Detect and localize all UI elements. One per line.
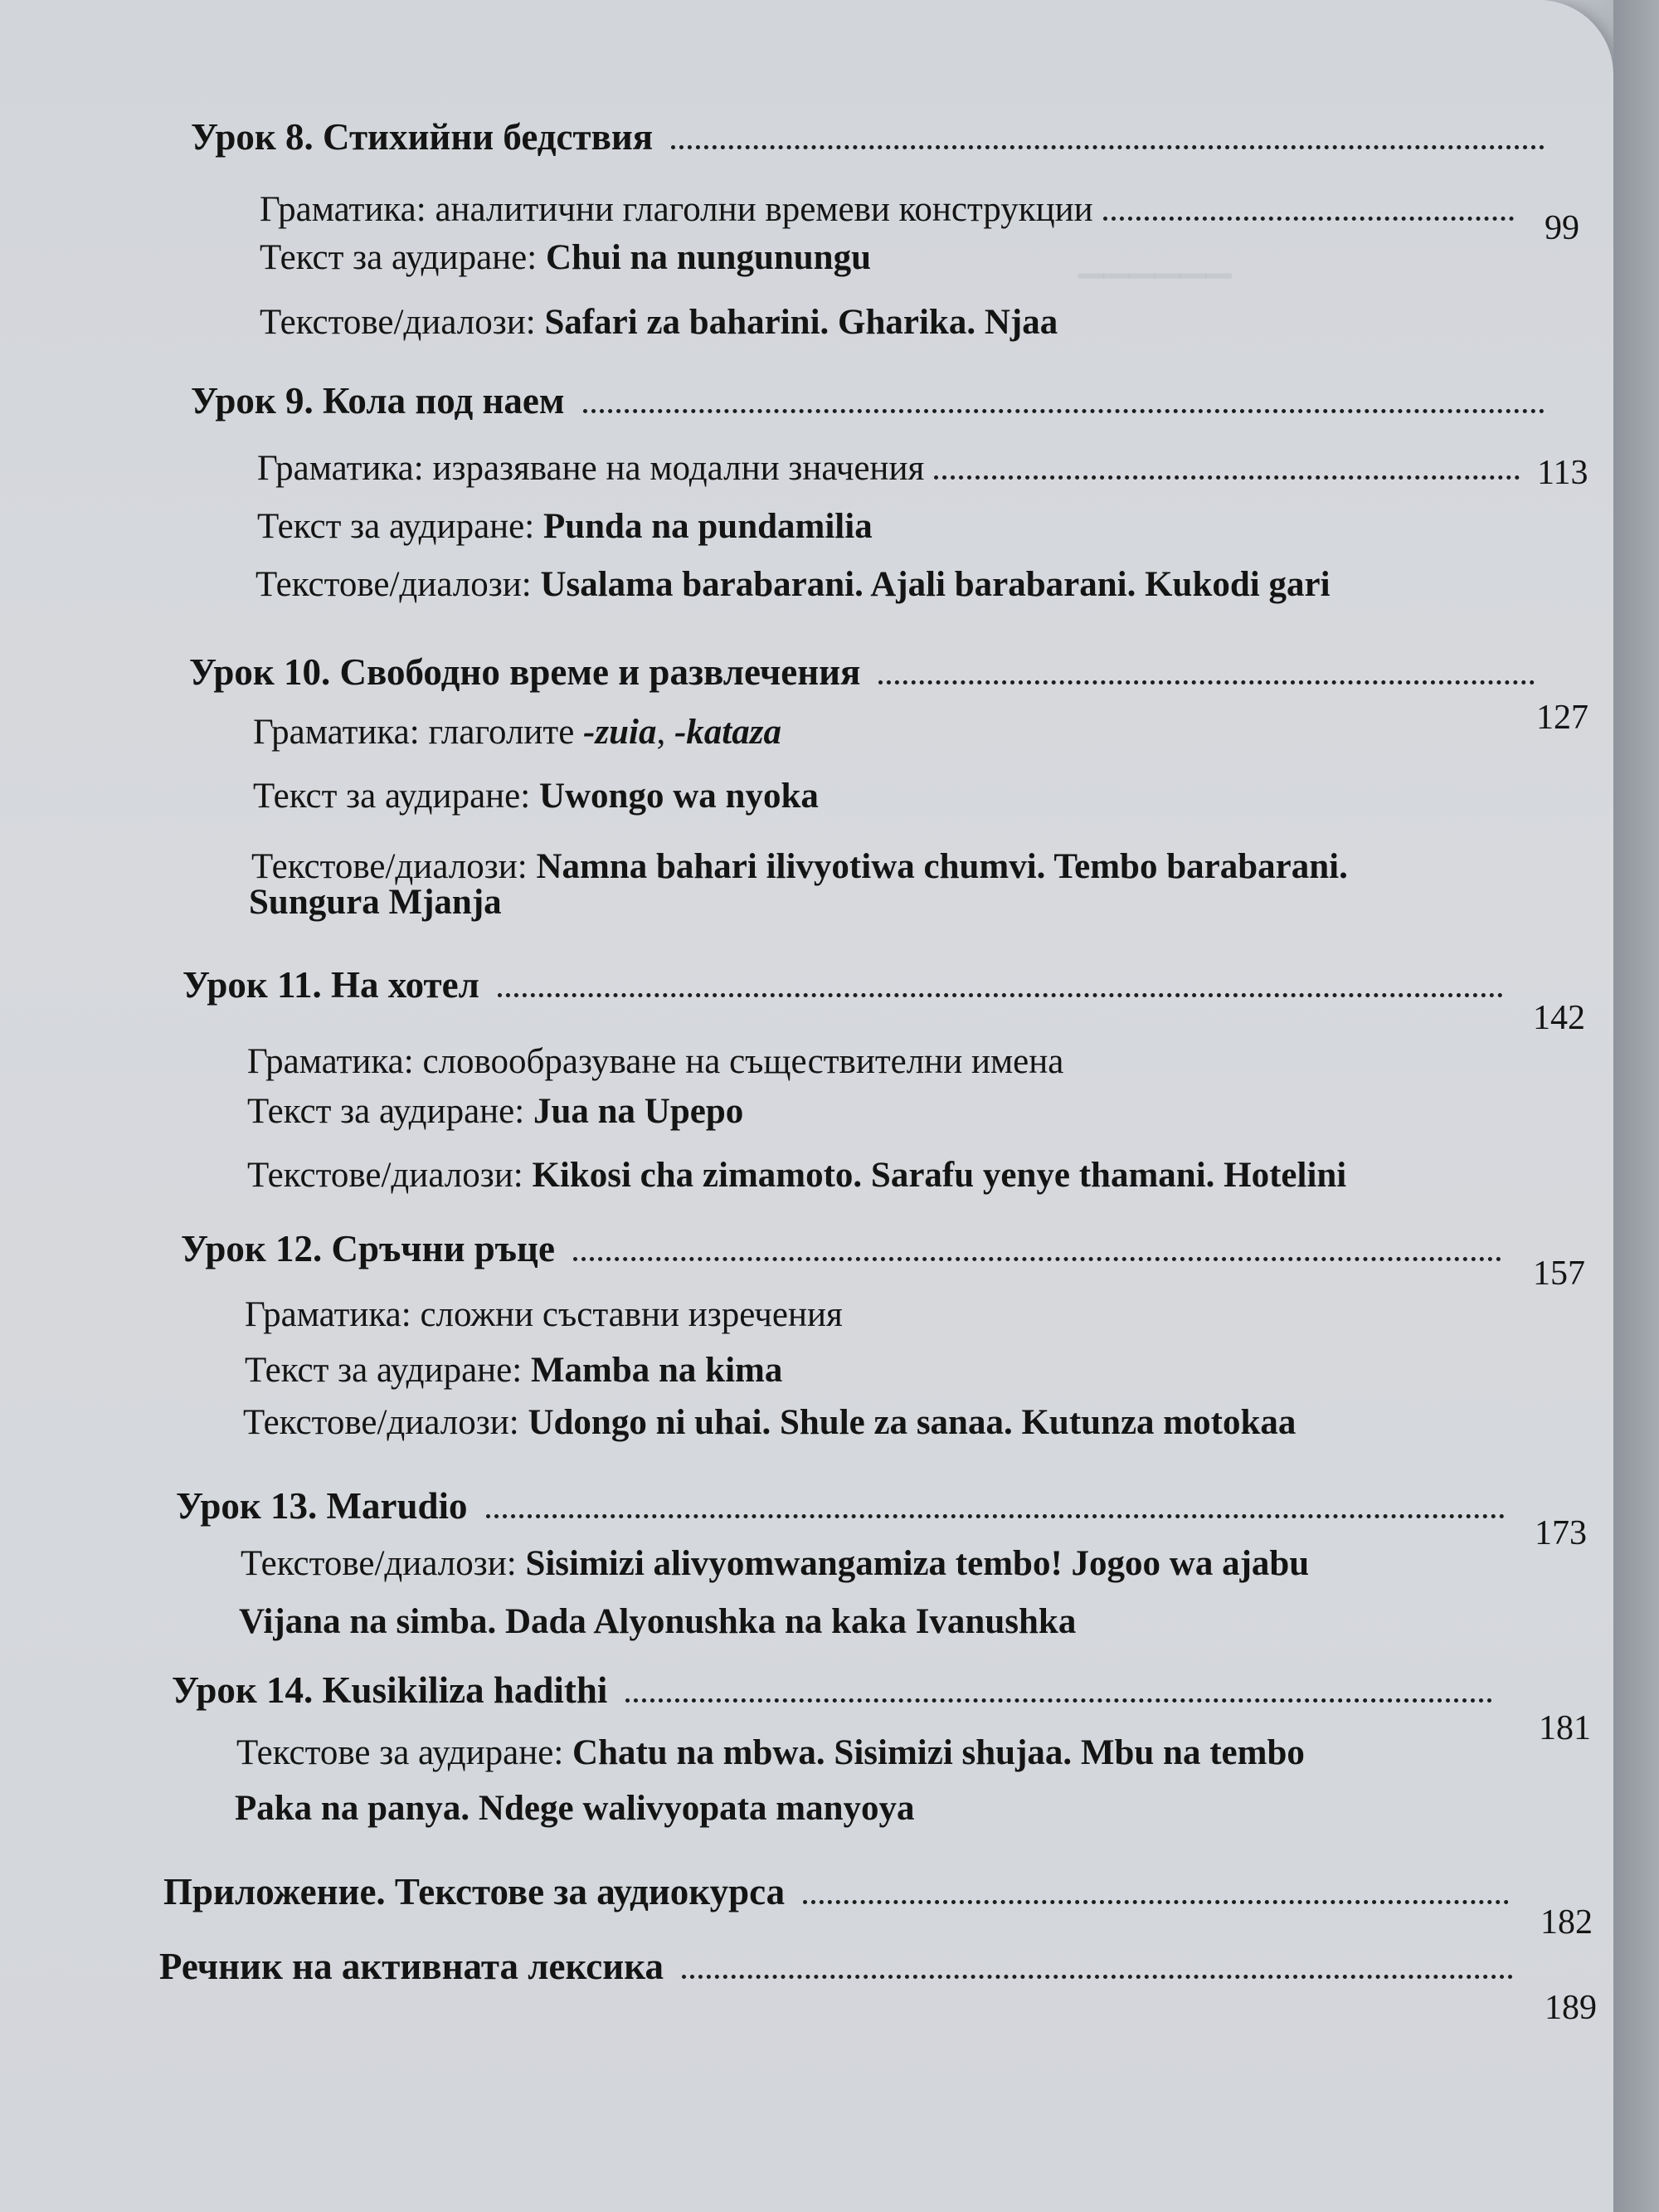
listening-text: Punda na pundamilia <box>542 507 873 546</box>
lesson-11-grammar <box>247 1041 1063 1083</box>
grammar-topic: глаголите <box>428 713 584 752</box>
texts-list: Sisimizi alivyomwangamiza tembo! Jogoo wa ajabu <box>525 1544 1310 1583</box>
lesson-12-title: Урок 12. Сръчни ръце <box>181 1228 555 1269</box>
dot-leader <box>498 993 1503 997</box>
lesson-9-grammar <box>257 448 1526 490</box>
texts-list: Chatu na mbwa. Sisimizi shujaa. Mbu na tembo <box>572 1733 1305 1772</box>
appendix-heading <box>163 1871 1524 1912</box>
lesson-10-title: Урок 10. Свободно време и развлечения <box>189 651 861 693</box>
lesson-12-grammar <box>245 1294 843 1336</box>
glossary-page: 189 <box>1545 1989 1597 2027</box>
listening-text: Uwongo wa nyoka <box>538 777 819 816</box>
texts-list: Kikosi cha zimamoto. Sarafu yenye thamani. Hotelini <box>532 1156 1347 1195</box>
lesson-13-heading <box>176 1485 1520 1527</box>
texts-list: Safari za baharini. Gharika. Njaa <box>544 303 1058 342</box>
dot-leader <box>934 475 1520 480</box>
texts-list: Usalama barabarani. Ajali barabarani. Kukodi gari <box>540 565 1331 604</box>
grammar-label: Граматика: <box>253 713 420 752</box>
lesson-10-heading <box>189 651 1550 693</box>
dot-leader <box>486 1514 1505 1518</box>
texts-list: Udongo ni uhai. Shule za sanaa. Kutunza motokaa <box>528 1403 1297 1442</box>
texts-label: Текстове/диалози: <box>247 1156 523 1195</box>
grammar-topic: аналитични глаголни времеви конструкции <box>435 190 1093 229</box>
lesson-12-texts <box>243 1402 1296 1444</box>
grammar-topic: изразяване на модални значения <box>432 449 925 488</box>
grammar-separator: , <box>656 713 674 752</box>
lesson-13-texts <box>241 1543 1309 1585</box>
lesson-14-texts <box>236 1732 1305 1774</box>
lesson-10-grammar <box>253 712 781 753</box>
lesson-8-title: Урок 8. Стихийни бедствия <box>191 116 654 158</box>
grammar-label: Граматика: <box>257 449 424 488</box>
lesson-11-texts <box>247 1155 1346 1196</box>
listening-label: Текст за аудиране: <box>245 1351 523 1390</box>
adjacent-page-edge <box>1613 0 1659 2212</box>
grammar-label: Граматика: <box>247 1042 414 1081</box>
lesson-8-heading <box>191 116 1559 158</box>
lesson-8-listening <box>260 237 871 279</box>
texts-label: Текстове/диалози: <box>241 1544 517 1583</box>
lesson-9-title: Урок 9. Кола под наем <box>191 380 565 421</box>
lesson-10-texts-cont: Sungura Mjanja <box>249 883 502 922</box>
lesson-12-listening <box>245 1350 782 1391</box>
lesson-12-page: 157 <box>1533 1255 1585 1293</box>
lesson-12-heading <box>181 1228 1516 1269</box>
glossary-title: Речник на активната лексика <box>159 1946 664 1987</box>
listening-label: Текст за аудиране: <box>253 777 531 816</box>
texts-label: Текстове/диалози: <box>251 847 528 886</box>
texts-label: Текстове/диалози: <box>255 565 532 604</box>
lesson-9-heading <box>191 380 1559 421</box>
grammar-label: Граматика: <box>260 190 426 229</box>
lesson-13-texts-cont: Vijana na simba. Dada Alyonushka na kaka Ivanushka <box>239 1602 1077 1641</box>
dot-leader <box>671 145 1545 149</box>
dot-leader <box>625 1698 1492 1703</box>
glossary-heading <box>159 1946 1528 1987</box>
lesson-14-page: 181 <box>1539 1709 1591 1747</box>
lesson-14-texts-cont: Paka na panya. Ndege walivyopata manyoya <box>235 1789 915 1828</box>
bleed-through-text: ▔▔▔▔▔▔ <box>1078 275 1232 312</box>
grammar-verb-2: -kataza <box>674 713 781 752</box>
lesson-14-heading <box>172 1669 1507 1711</box>
listening-label: Текст за аудиране: <box>260 238 538 277</box>
dot-leader <box>573 1257 1501 1261</box>
texts-list: Namna bahari ilivyotiwa chumvi. Tembo barabarani. <box>536 847 1348 886</box>
listening-label: Текст за аудиране: <box>257 507 535 546</box>
lesson-13-page: 173 <box>1535 1514 1587 1552</box>
lesson-8-page: 99 <box>1545 209 1579 247</box>
appendix-page: 182 <box>1540 1903 1593 1942</box>
dot-leader <box>803 1900 1509 1904</box>
lesson-13-title: Урок 13. Marudio <box>176 1485 468 1527</box>
listening-text: Mamba na kima <box>530 1351 783 1390</box>
texts-label: Текстове за аудиране: <box>236 1733 564 1772</box>
listening-text: Jua na Upepo <box>533 1092 744 1131</box>
lesson-9-page: 113 <box>1537 454 1588 492</box>
lesson-14-title: Урок 14. Kusikiliza hadithi <box>172 1669 608 1711</box>
grammar-topic: словообразуване на съществителни имена <box>422 1042 1064 1081</box>
listening-label: Текст за аудиране: <box>247 1092 525 1131</box>
lesson-11-page: 142 <box>1533 999 1585 1037</box>
dot-leader <box>583 409 1545 413</box>
lesson-11-title: Урок 11. На хотел <box>182 964 479 1006</box>
texts-label: Текстове/диалози: <box>243 1403 519 1442</box>
lesson-9-listening <box>257 506 873 548</box>
dot-leader <box>878 680 1535 685</box>
lesson-9-texts <box>255 564 1331 606</box>
lesson-11-heading <box>182 964 1518 1006</box>
lesson-8-texts <box>260 302 1058 343</box>
lesson-10-page: 127 <box>1536 699 1588 737</box>
appendix-title: Приложение. Текстове за аудиокурса <box>163 1871 786 1912</box>
grammar-verb-1: -zuia <box>583 713 657 752</box>
listening-text: Chui na nungunungu <box>545 238 872 277</box>
dot-leader <box>682 1975 1513 1979</box>
dot-leader <box>1103 217 1514 221</box>
lesson-11-listening <box>247 1091 743 1133</box>
grammar-label: Граматика: <box>245 1295 411 1334</box>
lesson-10-listening <box>253 776 819 817</box>
lesson-8-grammar <box>260 189 1520 231</box>
grammar-topic: сложни съставни изречения <box>420 1295 843 1334</box>
texts-label: Текстове/диалози: <box>260 303 536 342</box>
